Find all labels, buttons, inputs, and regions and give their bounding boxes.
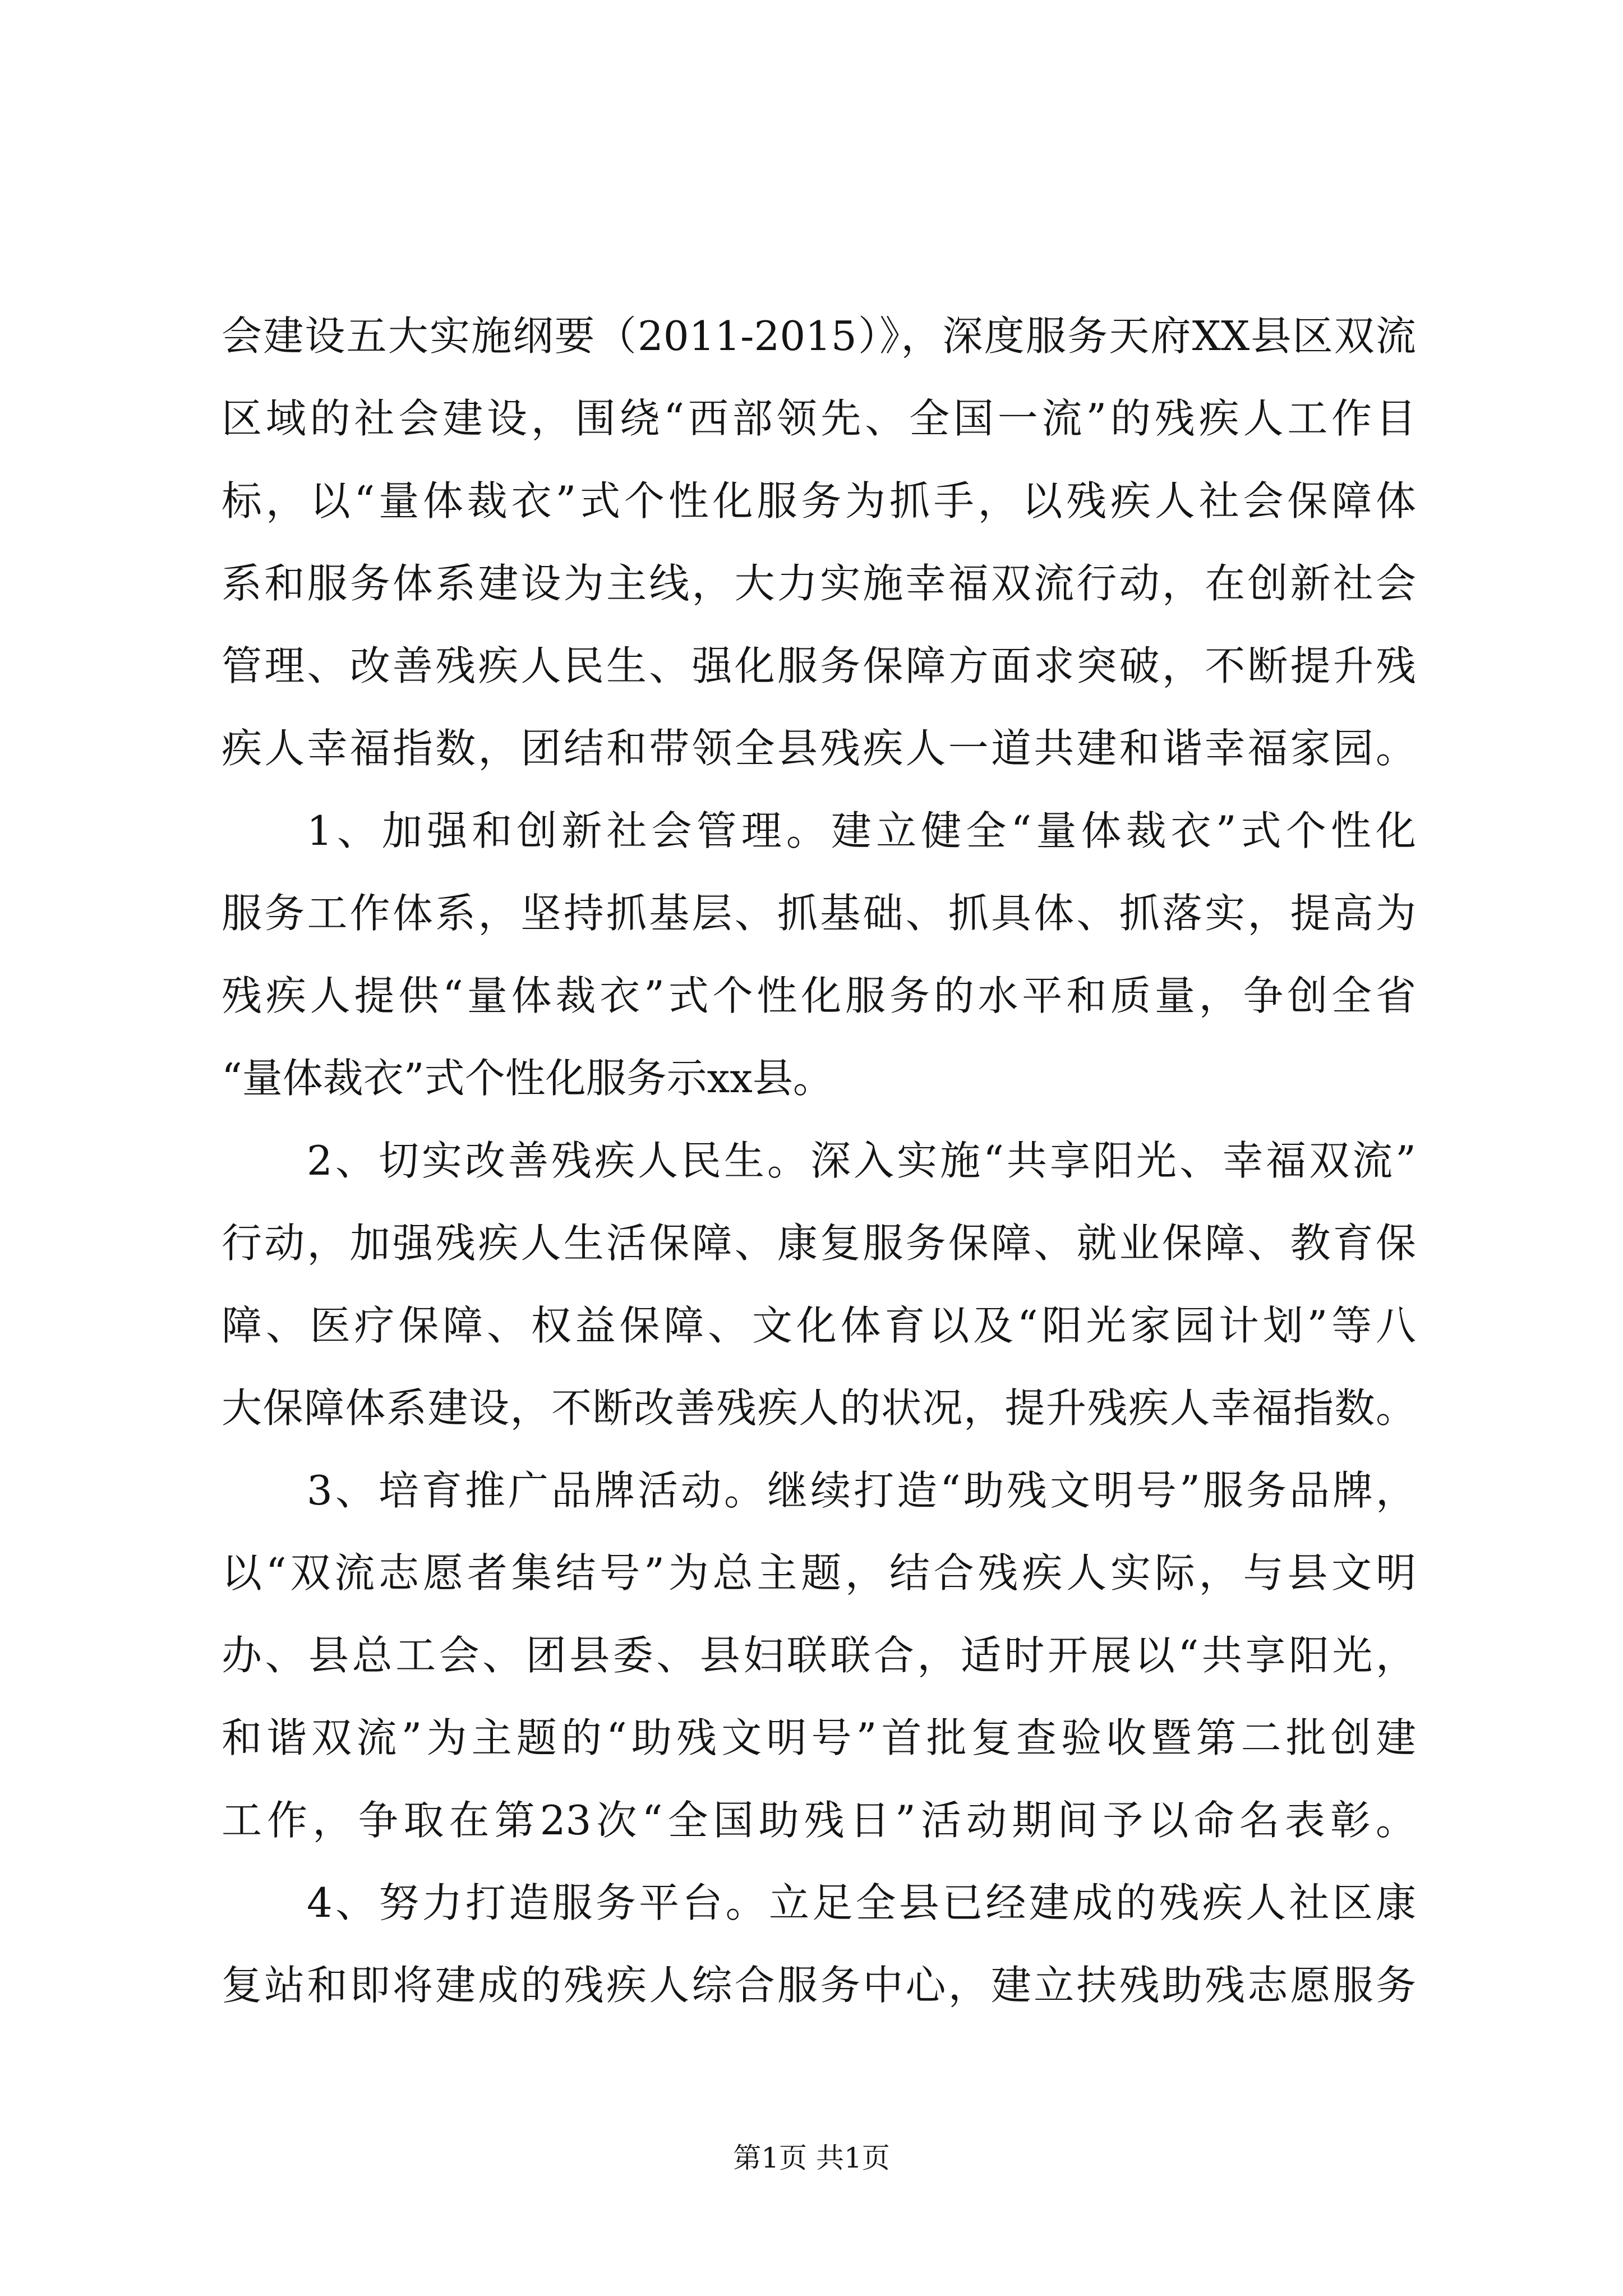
text-line: “量体裁衣”式个性化服务示xx县。 bbox=[222, 1055, 833, 1102]
text-line: 大保障体系建设，不断改善残疾人的状况，提升残疾人幸福指数。 bbox=[222, 1384, 1416, 1432]
text-line: 区域的社会建设，围绕“西部领先、全国一流”的残疾人工作目 bbox=[222, 395, 1416, 442]
page-footer: 第1页 共1页 bbox=[733, 2142, 890, 2174]
text-line: 工作，争取在第23次“全国助残日”活动期间予以命名表彰。 bbox=[222, 1797, 1416, 1844]
text-line: 疾人幸福指数，团结和带领全县残疾人一道共建和谐幸福家园。 bbox=[222, 725, 1416, 772]
paragraph-item-2 bbox=[222, 1120, 1416, 1450]
text-line: 残疾人提供“量体裁衣”式个性化服务的水平和质量，争创全省 bbox=[222, 972, 1416, 1019]
paragraph-intro bbox=[222, 295, 1416, 790]
text-line: 系和服务体系建设为主线，大力实施幸福双流行动，在创新社会 bbox=[222, 560, 1416, 607]
text-line: 标，以“量体裁衣”式个性化服务为抓手，以残疾人社会保障体 bbox=[222, 477, 1416, 524]
text-line: 3、培育推广品牌活动。继续打造“助残文明号”服务品牌， bbox=[307, 1467, 1416, 1514]
text-line: 会建设五大实施纲要（2011-2015）》，深度服务天府XX县区双流 bbox=[222, 312, 1416, 360]
text-line: 4、努力打造服务平台。立足全县已经建成的残疾人社区康 bbox=[307, 1879, 1416, 1926]
paragraph-item-3 bbox=[222, 1450, 1416, 1862]
paragraph-item-4 bbox=[222, 1862, 1416, 2027]
text-line: 办、县总工会、团县委、县妇联联合，适时开展以“共享阳光， bbox=[222, 1632, 1416, 1679]
text-line: 行动，加强残疾人生活保障、康复服务保障、就业保障、教育保 bbox=[222, 1220, 1416, 1267]
paragraph-item-1 bbox=[222, 790, 1416, 1120]
text-line: 复站和即将建成的残疾人综合服务中心，建立扶残助残志愿服务 bbox=[222, 1962, 1416, 2009]
text-line: 1、加强和创新社会管理。建立健全“量体裁衣”式个性化 bbox=[307, 807, 1416, 854]
text-line: 障、医疗保障、权益保障、文化体育以及“阳光家园计划”等八 bbox=[222, 1302, 1416, 1349]
text-line: 以“双流志愿者集结号”为总主题，结合残疾人实际，与县文明 bbox=[222, 1549, 1416, 1596]
document-body bbox=[222, 295, 1416, 2027]
text-line: 和谐双流”为主题的“助残文明号”首批复查验收暨第二批创建 bbox=[222, 1714, 1416, 1761]
text-line: 管理、改善残疾人民生、强化服务保障方面求突破，不断提升残 bbox=[222, 642, 1416, 689]
text-line: 2、切实改善残疾人民生。深入实施“共享阳光、幸福双流” bbox=[307, 1137, 1416, 1184]
text-line: 服务工作体系，坚持抓基层、抓基础、抓具体、抓落实，提高为 bbox=[222, 890, 1416, 937]
